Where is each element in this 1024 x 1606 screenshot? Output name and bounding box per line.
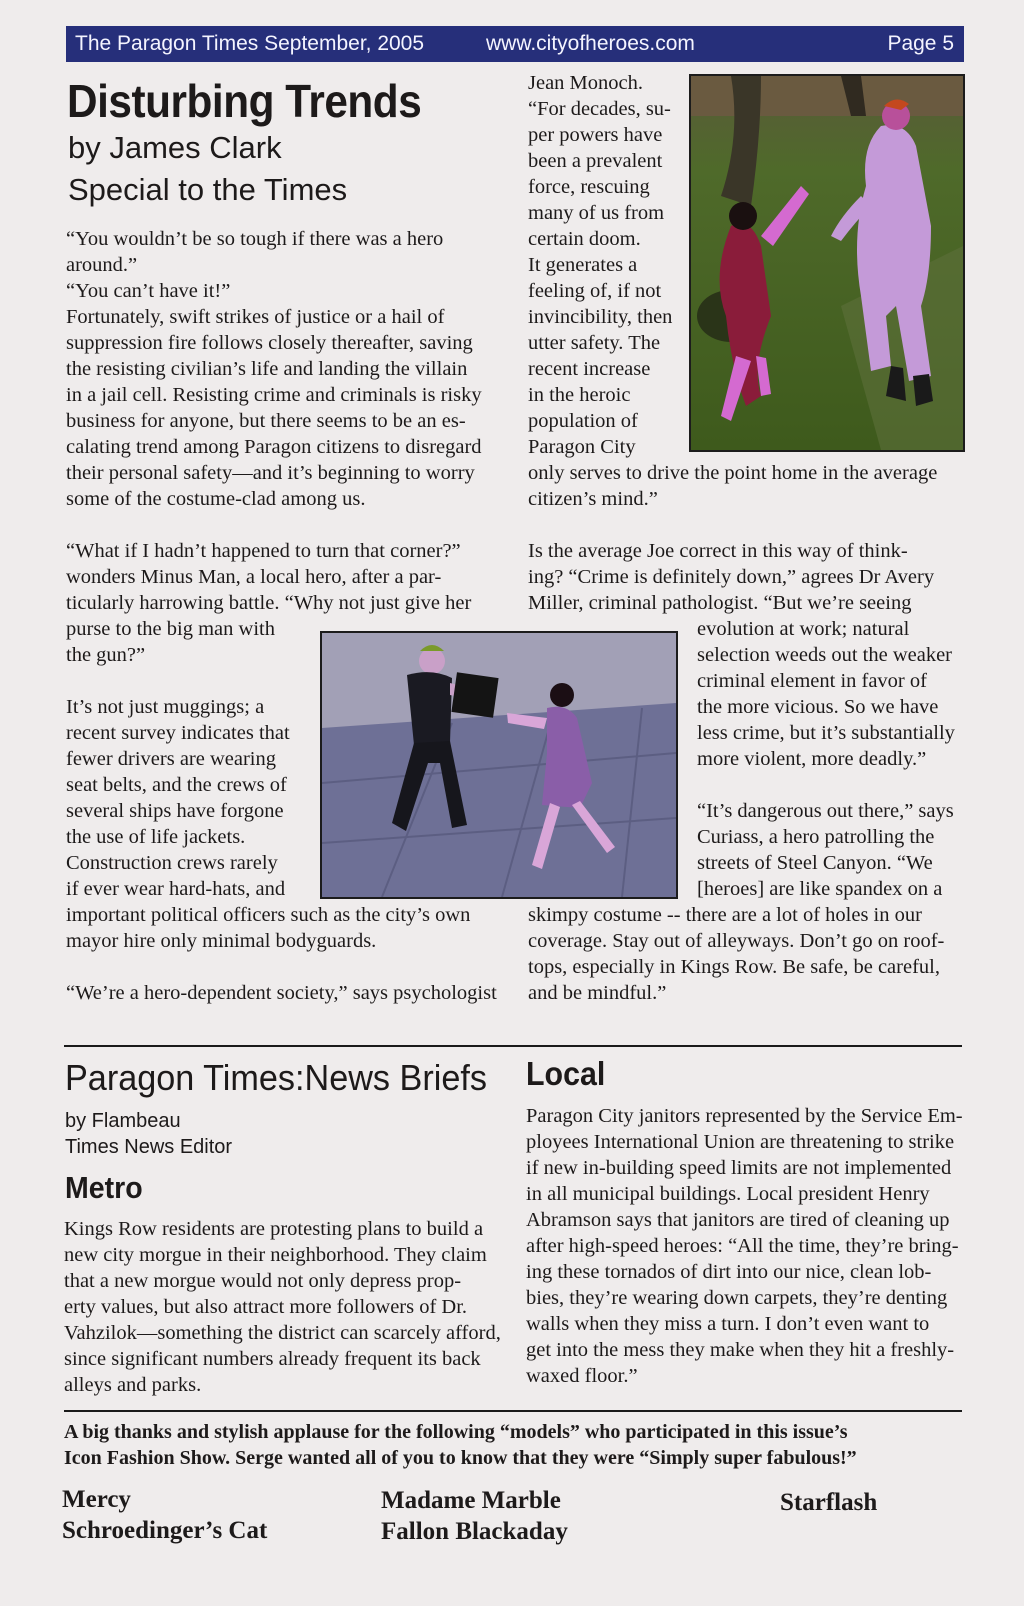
article-line: “You can’t have it!”: [66, 280, 231, 302]
local-line: if new in-building speed limits are not implemented: [526, 1157, 952, 1179]
article-line: more violent, more deadly.”: [697, 748, 927, 770]
game-screenshot-mugging: [320, 631, 678, 899]
article-line: utter safety. The: [528, 332, 661, 354]
section-divider: [64, 1045, 962, 1047]
article-line: business for anyone, but there seems to be an es-: [66, 410, 466, 432]
article-line: the gun?”: [66, 644, 146, 666]
section-divider: [64, 1410, 962, 1412]
article-line: invincibility, then: [528, 306, 673, 328]
article-line: coverage. Stay out of alleyways. Don’t go on roof-: [528, 930, 945, 952]
article-line: the use of life jackets.: [66, 826, 246, 848]
article-line: [heroes] are like spandex on a: [697, 878, 943, 900]
model-name: Schroedinger’s Cat: [62, 1517, 268, 1544]
article-line: Paragon City: [528, 436, 636, 458]
article-line: the more vicious. So we have: [697, 696, 939, 718]
local-line: ployees International Union are threatening to strike: [526, 1131, 955, 1153]
article-line: been a prevalent: [528, 150, 663, 172]
article-line: Jean Monoch.: [528, 72, 644, 94]
article-line: some of the costume-clad among us.: [66, 488, 366, 510]
article-headline: Disturbing Trends: [67, 75, 422, 127]
article-byline: by James Clark: [68, 130, 282, 165]
article-line: Fortunately, swift strikes of justice or a hail of: [66, 306, 445, 328]
article-line: around.”: [66, 254, 138, 276]
metro-line: erty values, but also attract more followers of Dr.: [64, 1296, 468, 1318]
article-line: ing? “Crime is definitely down,” agrees Dr Avery: [528, 566, 935, 588]
metro-line: that a new morgue would not only depress prop-: [64, 1270, 462, 1292]
model-name: Mercy: [62, 1486, 131, 1513]
masthead-bar: [66, 26, 964, 62]
article-line: tops, especially in Kings Row. Be safe, be careful,: [528, 956, 940, 978]
local-line: ing these tornados of dirt into our nice, clean lob-: [526, 1261, 932, 1283]
local-heading: Local: [526, 1055, 606, 1092]
article-line: the resisting civilian’s life and landing the villain: [66, 358, 468, 380]
article-line: It’s not just muggings; a: [66, 696, 265, 718]
metro-line: Kings Row residents are protesting plans to build a: [64, 1218, 484, 1240]
article-line: force, rescuing: [528, 176, 650, 198]
article-line: recent increase: [528, 358, 651, 380]
article-line: many of us from: [528, 202, 665, 224]
masthead-url[interactable]: www.cityofheroes.com: [486, 32, 695, 55]
article-line: recent survey indicates that: [66, 722, 290, 744]
metro-line: Vahzilok—something the district can scarcely afford,: [64, 1322, 501, 1344]
article-line: important political officers such as the city’s own: [66, 904, 471, 926]
model-name: Starflash: [780, 1489, 878, 1516]
game-screenshot-park: [689, 74, 965, 452]
article-line: fewer drivers are wearing: [66, 748, 277, 770]
article-line: evolution at work; natural: [697, 618, 910, 640]
article-line: selection weeds out the weaker: [697, 644, 953, 666]
local-line: get into the mess they make when they hit a freshly-: [526, 1339, 955, 1361]
article-line: several ships have forgone: [66, 800, 284, 822]
article-line: It generates a: [528, 254, 638, 276]
thanks-line: A big thanks and stylish applause for the following “models” who participated in this issue’s: [64, 1421, 848, 1443]
article-line: feeling of, if not: [528, 280, 662, 302]
article-line: Construction crews rarely: [66, 852, 278, 874]
article-line: skimpy costume -- there are a lot of holes in our: [528, 904, 922, 926]
local-line: after high-speed heroes: “All the time, they’re bring-: [526, 1235, 959, 1257]
local-line: in all municipal buildings. Local president Henry: [526, 1183, 930, 1205]
page-number: Page 5: [887, 32, 954, 55]
article-line: if ever wear hard-hats, and: [66, 878, 286, 900]
metro-line: since significant numbers already frequent its back: [64, 1348, 481, 1370]
local-line: waxed floor.”: [526, 1365, 638, 1387]
local-line: bies, they’re wearing down carpets, they’re denting: [526, 1287, 948, 1309]
article-line: certain doom.: [528, 228, 641, 250]
metro-heading: Metro: [65, 1170, 143, 1205]
article-line: suppression fire follows closely thereafter, saving: [66, 332, 473, 354]
article-line: per powers have: [528, 124, 663, 146]
model-name: Madame Marble: [381, 1487, 561, 1514]
article-line: seat belts, and the crews of: [66, 774, 287, 796]
metro-line: alleys and parks.: [64, 1374, 202, 1396]
local-line: Paragon City janitors represented by the Service Em-: [526, 1105, 963, 1127]
article-line: only serves to drive the point home in the average: [528, 462, 938, 484]
article-line: in the heroic: [528, 384, 631, 406]
local-line: walls when they miss a turn. I don’t even want to: [526, 1313, 930, 1335]
article-line: ticularly harrowing battle. “Why not just give her: [66, 592, 472, 614]
news-briefs-role: Times News Editor: [65, 1136, 233, 1158]
article-line: streets of Steel Canyon. “We: [697, 852, 933, 874]
masthead-title: The Paragon Times September, 2005: [75, 32, 425, 55]
article-dateline: Special to the Times: [68, 172, 348, 207]
news-briefs-byline: by Flambeau: [65, 1110, 181, 1132]
article-line: “We’re a hero-dependent society,” says psychologist: [66, 982, 497, 1004]
article-line: their personal safety—and it’s beginning to worry: [66, 462, 475, 484]
article-line: in a jail cell. Resisting crime and criminals is risky: [66, 384, 482, 406]
article-line: Miller, criminal pathologist. “But we’re seeing: [528, 592, 912, 614]
article-line: mayor hire only minimal bodyguards.: [66, 930, 377, 952]
model-name: Fallon Blackaday: [381, 1518, 568, 1545]
local-line: Abramson says that janitors are tired of cleaning up: [526, 1209, 950, 1231]
article-line: citizen’s mind.”: [528, 488, 658, 510]
article-line: “It’s dangerous out there,” says: [697, 800, 954, 822]
article-line: wonders Minus Man, a local hero, after a par-: [66, 566, 442, 588]
article-line: purse to the big man with: [66, 618, 275, 640]
article-line: criminal element in favor of: [697, 670, 927, 692]
article-line: Is the average Joe correct in this way of think-: [528, 540, 908, 562]
news-briefs-title: Paragon Times:News Briefs: [65, 1057, 487, 1098]
article-line: and be mindful.”: [528, 982, 667, 1004]
article-line: less crime, but it’s substantially: [697, 722, 955, 744]
article-line: “For decades, su-: [528, 98, 671, 120]
article-line: population of: [528, 410, 638, 432]
metro-line: new city morgue in their neighborhood. They claim: [64, 1244, 487, 1266]
article-line: “You wouldn’t be so tough if there was a hero: [66, 228, 444, 250]
thanks-line: Icon Fashion Show. Serge wanted all of you to know that they were “Simply super fabulous!”: [64, 1447, 857, 1469]
article-line: calating trend among Paragon citizens to disregard: [66, 436, 482, 458]
article-line: Curiass, a hero patrolling the: [697, 826, 935, 848]
article-line: “What if I hadn’t happened to turn that corner?”: [66, 540, 461, 562]
